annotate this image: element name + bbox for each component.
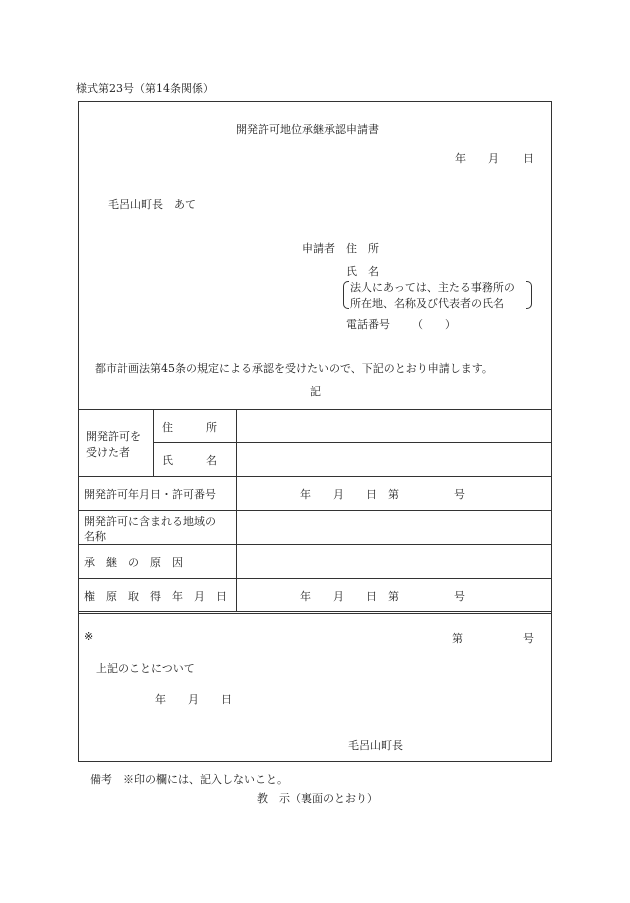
date-year-label: 年: [455, 152, 466, 165]
office-number-go: 号: [523, 632, 534, 645]
date-day-label: 日: [523, 152, 534, 165]
instruction: 教 示（裏面のとおり）: [257, 792, 378, 805]
succession-cause-field[interactable]: [237, 545, 551, 578]
permit-date-number-value: 年 月 日 第 号: [300, 488, 465, 501]
phone-label: 電話番号: [346, 318, 390, 331]
table-vline-sub: [153, 409, 154, 476]
ki-heading: 記: [310, 385, 321, 398]
corp-note-line1: 法人にあっては、主たる事務所の: [350, 281, 515, 294]
permitted-address-field[interactable]: [237, 410, 551, 442]
area-name-field[interactable]: [237, 511, 551, 544]
rights-acquisition-date-value: 年 月 日 第 号: [300, 590, 465, 603]
permit-date-number-label: 開発許可年月日・許可番号: [84, 488, 216, 501]
rights-acquisition-date-label: 権 原 取 得 年 月 日: [84, 590, 227, 603]
form-title: 開発許可地位承継承認申請書: [236, 123, 379, 136]
rights-acquisition-date-field[interactable]: [237, 579, 551, 611]
permitted-address-label: 住 所: [162, 421, 217, 434]
area-name-label-2: 名称: [84, 530, 106, 543]
remarks: 備考 ※印の欄には、記入しないこと。: [90, 773, 288, 786]
permitted-person-label-2: 受けた者: [86, 446, 130, 459]
addressee: 毛呂山町長 あて: [108, 198, 196, 211]
office-number-dai: 第: [452, 632, 463, 645]
permit-date-number-field[interactable]: [237, 477, 551, 510]
applicant-address-field[interactable]: [390, 236, 540, 254]
permitted-name-field[interactable]: [237, 443, 551, 476]
succession-cause-label: 承 継 の 原 因: [84, 556, 183, 569]
applicant-name-label: 氏 名: [346, 265, 379, 278]
form-number: 様式第23号（第14条関係）: [76, 82, 214, 95]
office-signer: 毛呂山町長: [348, 739, 403, 752]
phone-field[interactable]: [396, 312, 536, 330]
application-statement: 都市計画法第45条の規定による承認を受けたいので、下記のとおり申請します。: [95, 362, 493, 375]
office-use-mark: ※: [84, 630, 94, 643]
table-bottom-double-border: [78, 611, 552, 614]
applicant-label: 申請者: [302, 242, 335, 255]
corp-note-bracket-left: [343, 281, 349, 309]
area-name-label-1: 開発許可に含まれる地域の: [84, 515, 216, 528]
applicant-name-field[interactable]: [390, 259, 540, 277]
permitted-name-label: 氏 名: [162, 454, 217, 467]
permitted-person-label-1: 開発許可を: [86, 430, 141, 443]
corp-note-line2: 所在地、名称及び代表者の氏名: [350, 297, 504, 310]
office-date: 年 月 日: [155, 693, 232, 706]
date-month-label: 月: [488, 152, 499, 165]
corp-note-bracket-right: [526, 281, 532, 309]
phone-parens: （ ）: [412, 318, 456, 331]
office-regarding: 上記のことについて: [96, 662, 195, 675]
applicant-address-label: 住 所: [346, 242, 379, 255]
